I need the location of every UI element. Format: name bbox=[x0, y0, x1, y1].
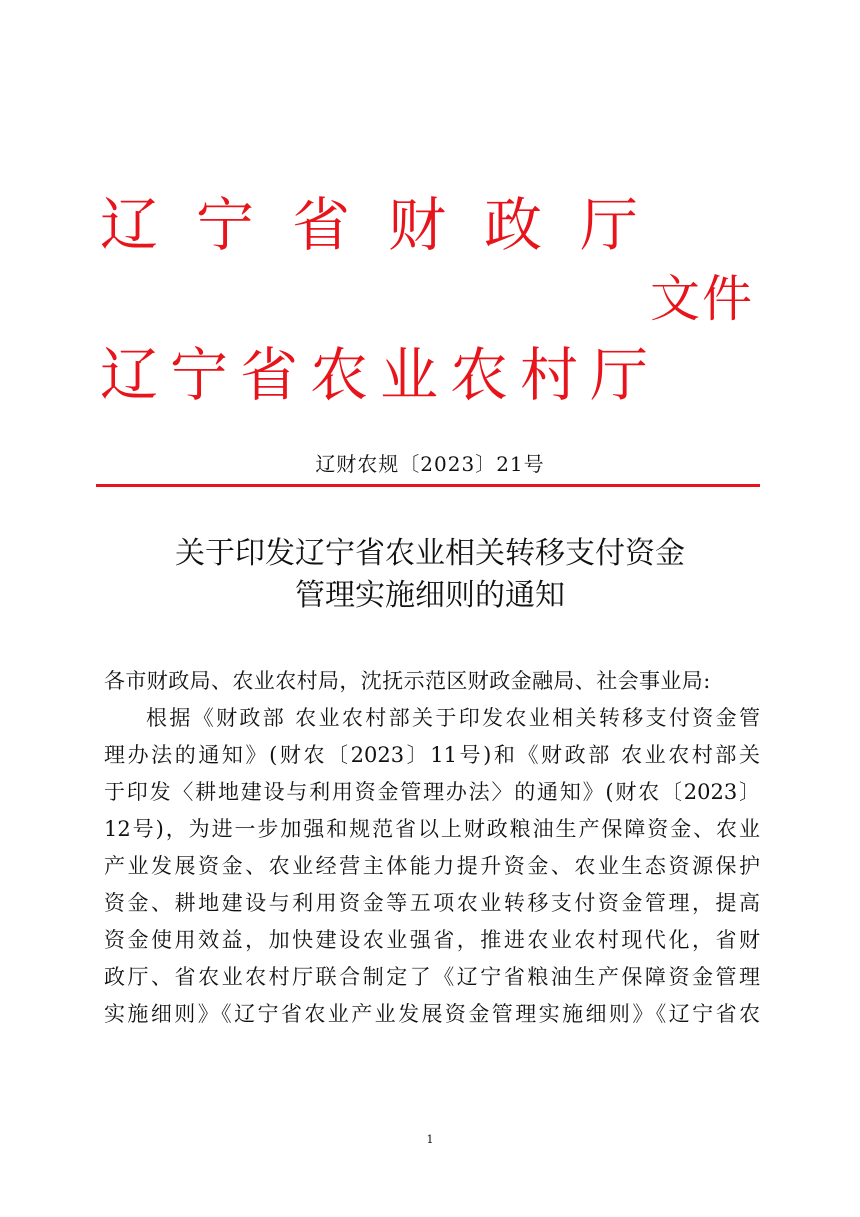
document-type-word: 文件 bbox=[650, 270, 754, 328]
document-title-line-1: 关于印发辽宁省农业相关转移支付资金 bbox=[175, 536, 685, 571]
salutation: 各市财政局、农业农村局，沈抚示范区财政金融局、社会事业局: bbox=[104, 669, 711, 693]
paragraph-line: 根据《财政部 农业农村部关于印发农业相关转移支付资金管 bbox=[146, 706, 760, 730]
paragraph-line: 资金、耕地建设与利用资金等五项农业转移支付资金管理，提高 bbox=[104, 891, 760, 915]
paragraph-line: 产业发展资金、农业经营主体能力提升资金、农业生态资源保护 bbox=[104, 854, 760, 878]
paragraph-line: 理办法的通知》(财农〔2023〕11号)和《财政部 农业农村部关 bbox=[104, 743, 760, 767]
paragraph-line: 实施细则》《辽宁省农业产业发展资金管理实施细则》《辽宁省农 bbox=[104, 1002, 760, 1026]
document-number: 辽财农规〔2023〕21号 bbox=[315, 452, 545, 476]
document-title-line-2: 管理实施细则的通知 bbox=[295, 578, 565, 613]
paragraph-line: 资金使用效益，加快建设农业强省，推进农业农村现代化，省财 bbox=[104, 928, 760, 952]
issuer-line-2: 辽宁省农业农村厅 bbox=[100, 341, 661, 409]
page-number: 1 bbox=[426, 1133, 434, 1146]
paragraph-line: 于印发〈耕地建设与利用资金管理办法〉的通知》(财农〔2023〕 bbox=[104, 780, 760, 804]
issuer-line-1: 辽宁省财政厅 bbox=[100, 191, 677, 259]
paragraph-line: 12号)，为进一步加强和规范省以上财政粮油生产保障资金、农业 bbox=[104, 817, 760, 841]
red-divider bbox=[96, 484, 760, 487]
document-body bbox=[104, 663, 760, 1033]
paragraph-line: 政厅、省农业农村厅联合制定了《辽宁省粮油生产保障资金管理 bbox=[104, 965, 760, 989]
document-title bbox=[0, 533, 860, 617]
